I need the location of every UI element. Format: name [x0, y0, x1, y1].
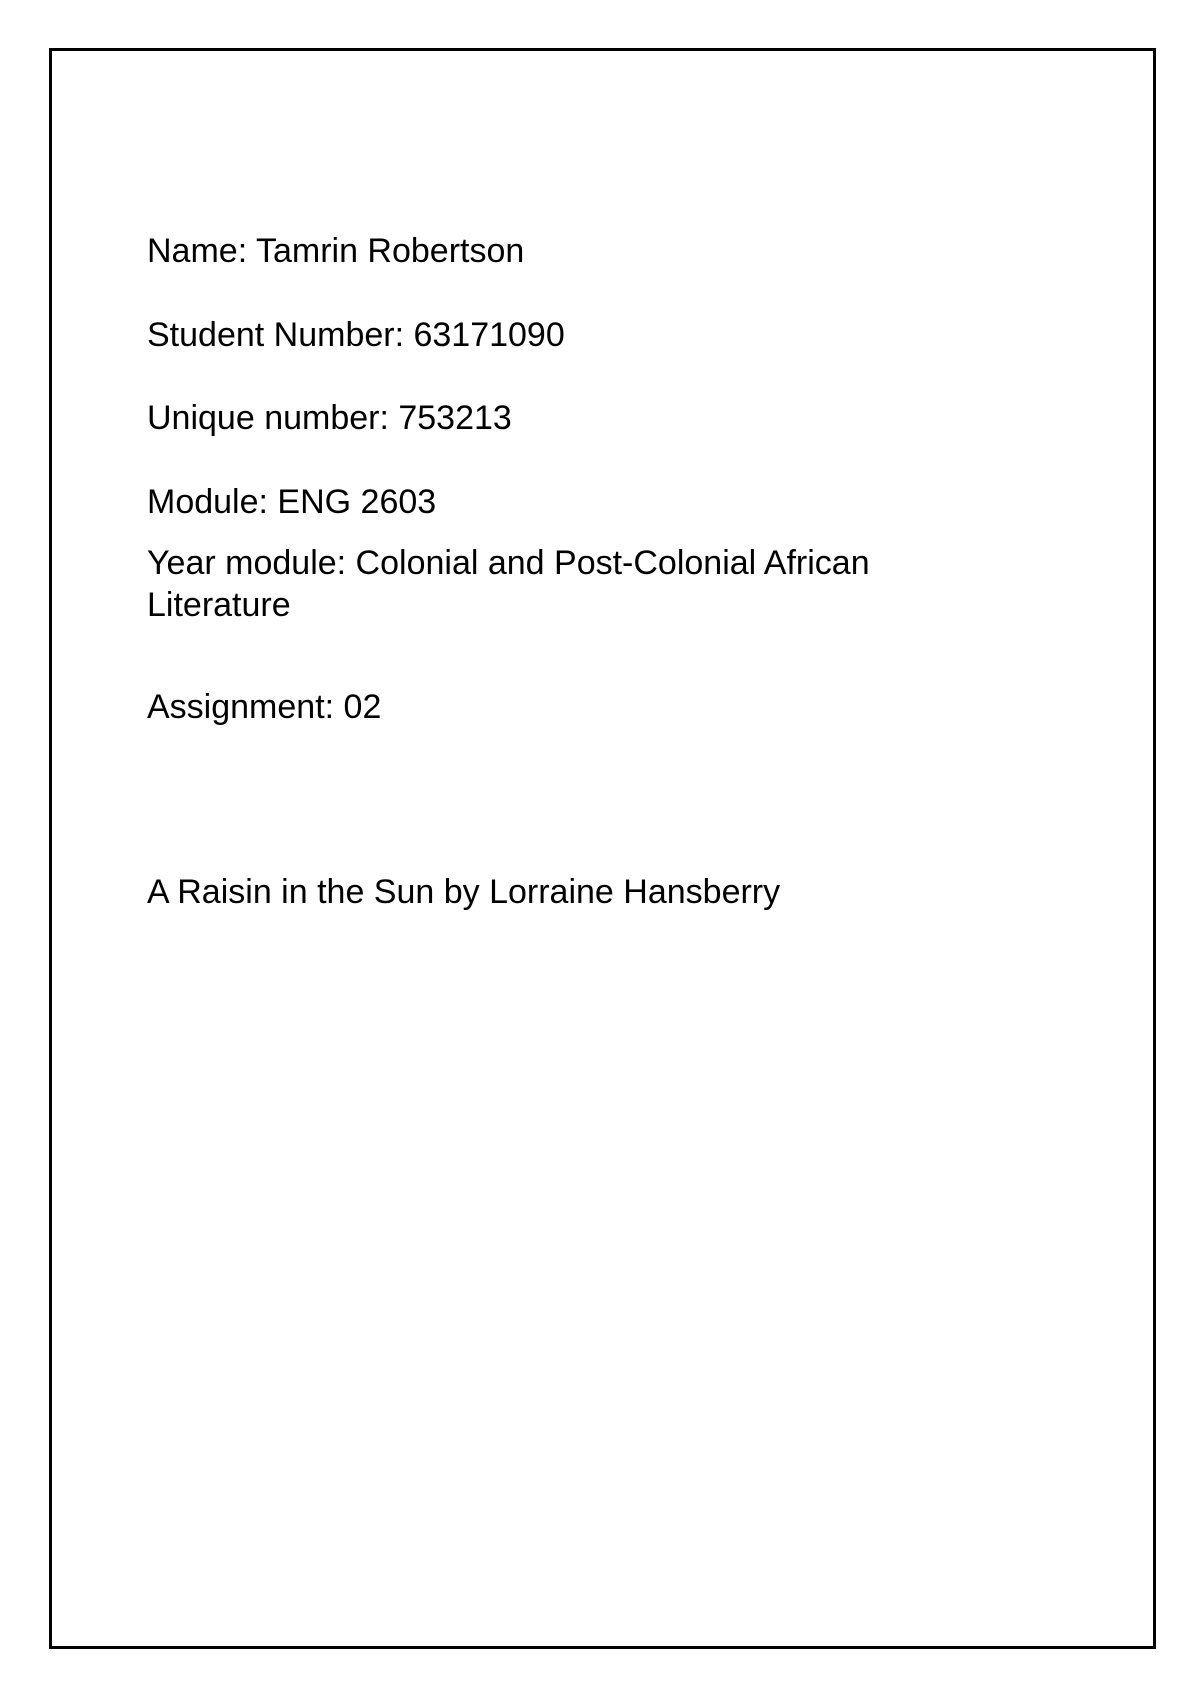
page-border: [49, 48, 1156, 1649]
assignment-line: Assignment: 02: [147, 688, 382, 726]
module-line: Module: ENG 2603: [147, 483, 437, 521]
name-line: Name: Tamrin Robertson: [147, 232, 525, 270]
year-module-line: Year module: Colonial and Post-Colonial African Literature: [147, 544, 870, 624]
unique-number-line: Unique number: 753213: [147, 399, 512, 437]
student-number-line: Student Number: 63171090: [147, 316, 565, 354]
work-title: A Raisin in the Sun by Lorraine Hansberry: [147, 873, 781, 911]
